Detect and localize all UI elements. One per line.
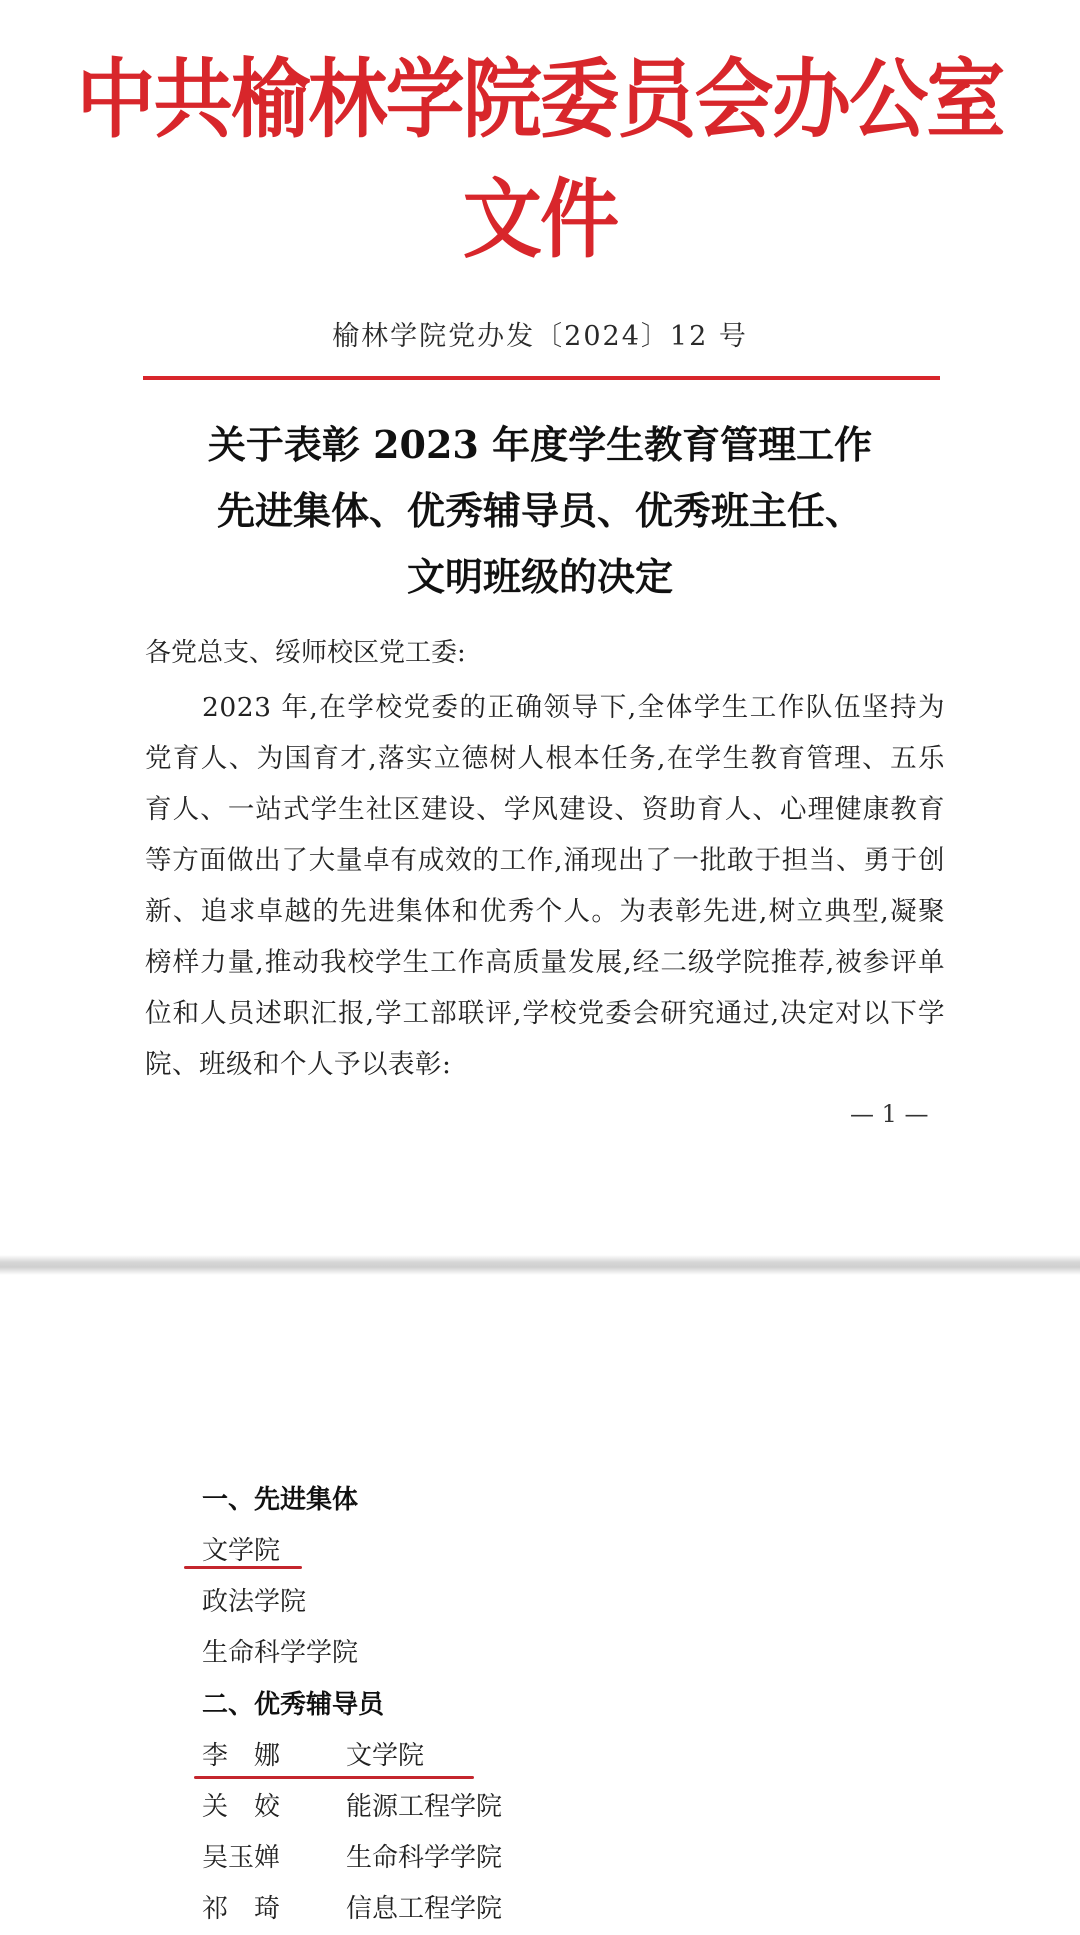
title-line: 文明班级的决定 [406,554,673,599]
document-page-2 [0,1275,1080,1932]
person-unit: 生命科学学院 [346,1843,503,1873]
page-separator [0,1255,1080,1275]
list-item [202,1884,902,1935]
list-item [202,1782,902,1833]
person-unit: 信息工程学院 [346,1894,503,1924]
title-line: 关于表彰 2023 年度学生教育管理工作 [207,422,873,467]
page-number: — 1 — [850,1100,929,1128]
masthead-title: 中共榆林学院委员会办公室文件 [76,50,1004,270]
salutation: 各党总支、绥师校区党工委: [145,638,466,668]
honor-list [202,1474,902,1935]
section-heading-collectives: 一、先进集体 [202,1485,359,1515]
body-paragraph: 2023 年,在学校党委的正确领导下,全体学生工作队伍坚持为党育人、为国育才,落实立德树人根本任务,在学生教育管理、五乐育人、一站式学生社区建设、学风建设、资助育人、心理健康教育等方面做出了大量卓有成效的工作,涌现出了一批敢于担当、勇于创新、追求卓越的先进集体和优秀个人。为表彰先进,树立典型,凝聚榜样力量,推动我校学生工作高质量发展,经二级学院推荐,被参评单位和人员述职汇报,学工部联评,学校党委会研究通过,决定对以下学院、班级和个人予以表彰: [145,692,945,1080]
list-item: 生命科学学院 [202,1638,359,1668]
person-name: 祁 琦 [202,1894,281,1924]
list-item: 文学院 [202,1536,281,1566]
list-item: 政法学院 [202,1587,307,1617]
list-item [202,1833,902,1884]
person-name: 关 姣 [202,1792,281,1822]
document-title [0,412,1080,610]
red-separator-rule [143,376,940,380]
list-item [202,1731,902,1782]
person-unit: 文学院 [346,1741,425,1771]
person-unit: 能源工程学院 [346,1792,503,1822]
title-line: 先进集体、优秀辅导员、优秀班主任、 [216,488,863,533]
person-name: 李 娜 [202,1741,281,1771]
person-name: 吴玉婵 [202,1843,281,1873]
document-number: 榆林学院党办发〔2024〕12 号 [332,321,748,352]
red-annotation-underline [184,1566,302,1569]
section-heading-counselors: 二、优秀辅导员 [202,1690,385,1720]
red-annotation-underline [194,1776,474,1779]
